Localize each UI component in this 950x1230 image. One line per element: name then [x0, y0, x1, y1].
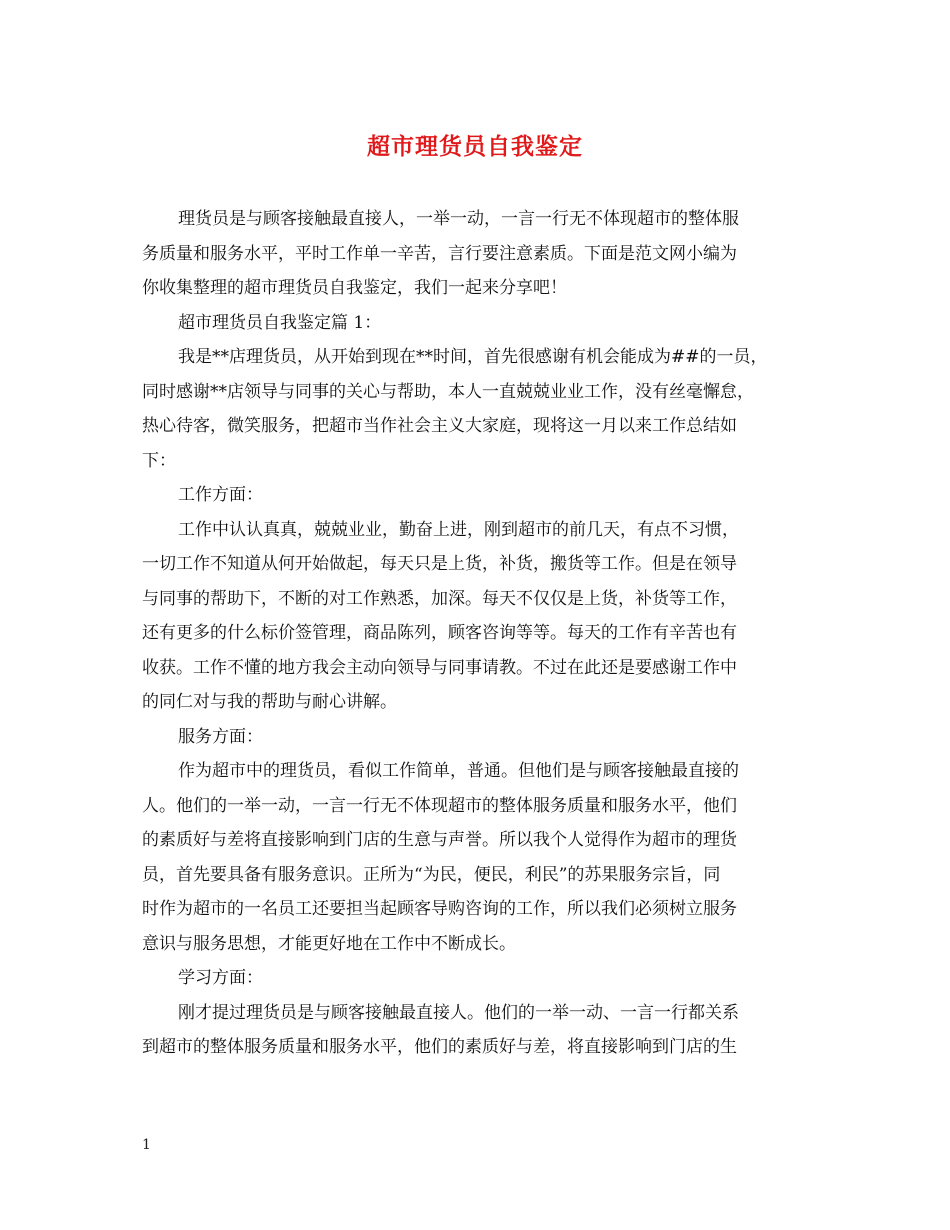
paragraph-line: 收获。工作不懂的地方我会主动向领导与同事请教。不过在此还是要感谢工作中 — [142, 657, 737, 678]
paragraph-line: 与同事的帮助下，不断的对工作熟悉，加深。每天不仅仅是上货，补货等工作， — [142, 588, 737, 609]
paragraph-line: 热心待客，微笑服务，把超市当作社会主义大家庭，现将这一月以来工作总结如 — [142, 416, 737, 436]
section-heading: 工作方面： — [178, 485, 263, 505]
page-number: 1 — [142, 1137, 151, 1153]
paragraph-line: 同时感谢**店领导与同事的关心与帮助，本人一直兢兢业业工作，没有丝毫懈怠， — [142, 381, 754, 402]
paragraph-line: 作为超市中的理货员，看似工作简单，普通。但他们是与顾客接触最直接的 — [178, 761, 739, 781]
paragraph-line: 还有更多的什么标价签管理，商品陈列，顾客咨询等等。每天的工作有辛苦也有 — [142, 623, 737, 643]
paragraph-line: 我是**店理货员，从开始到现在**时间，首先很感谢有机会能成为##的一员， — [178, 347, 768, 367]
paragraph-line: 刚才提过理货员是与顾客接触最直接人。他们的一举一动、一言一行都关系 — [178, 1002, 739, 1023]
document-title: 超市理货员自我鉴定 — [367, 133, 583, 160]
paragraph-line: 到超市的整体服务质量和服务水平，他们的素质好与差，将直接影响到门店的生 — [142, 1037, 737, 1057]
paragraph-line: 时作为超市的一名员工还要担当起顾客导购咨询的工作，所以我们必须树立服务 — [142, 899, 737, 919]
paragraph-line: 意识与服务思想，才能更好地在工作中不断成长。 — [142, 933, 516, 954]
paragraph-line: 理货员是与顾客接触最直接人，一举一动，一言一行无不体现超市的整体服 — [178, 209, 739, 229]
paragraph-line: 的素质好与差将直接影响到门店的生意与声誉。所以我个人觉得作为超市的理货 — [142, 830, 737, 850]
document-body — [142, 202, 812, 1065]
paragraph-line: 你收集整理的超市理货员自我鉴定，我们一起来分享吧！ — [142, 278, 567, 298]
paragraph-line: 务质量和服务水平，平时工作单一辛苦，言行要注意素质。下面是范文网小编为 — [142, 243, 737, 264]
paragraph-line: 人。他们的一举一动，一言一行无不体现超市的整体服务质量和服务水平，他们 — [142, 795, 737, 816]
section-heading: 学习方面： — [178, 968, 263, 988]
paragraph-line: 下： — [142, 450, 176, 471]
section-heading: 超市理货员自我鉴定篇 1： — [178, 312, 382, 333]
paragraph-line: 员，首先要具备有服务意识。正所为“为民，便民，利民”的苏果服务宗旨，同 — [142, 864, 721, 885]
paragraph-line: 工作中认认真真，兢兢业业，勤奋上进，刚到超市的前几天，有点不习惯， — [178, 519, 739, 540]
paragraph-line: 的同仁对与我的帮助与耐心讲解。 — [142, 692, 397, 712]
paragraph-line: 一切工作不知道从何开始做起，每天只是上货，补货，搬货等工作。但是在领导 — [142, 554, 737, 574]
section-heading: 服务方面： — [178, 726, 263, 747]
